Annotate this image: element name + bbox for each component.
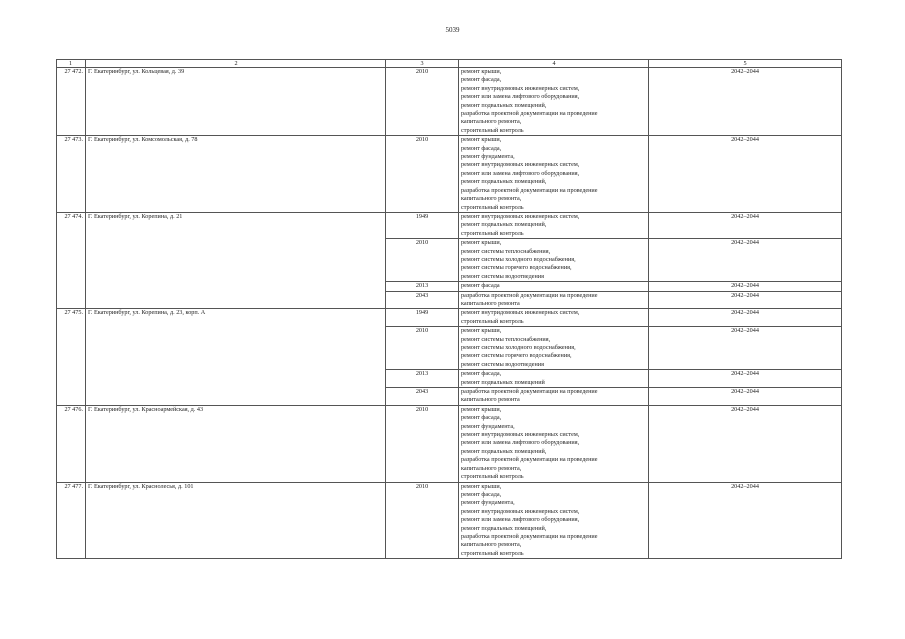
entry-address: Г. Екатеринбург, ул. Корепина, д. 21 [86, 212, 386, 308]
entry-number: 27 472. [57, 68, 86, 136]
entry-period: 2042–2044 [649, 405, 842, 482]
work-item: ремонт фундамента, [461, 499, 515, 507]
work-item: ремонт подвальных помещений, [461, 447, 547, 455]
work-item: ремонт системы водоотведения [461, 272, 544, 280]
work-item: ремонт внутридомовых инженерных систем, [461, 161, 580, 169]
work-item: строительный контроль [461, 203, 524, 211]
table-row [57, 482, 842, 559]
entry-address: Г. Екатеринбург, ул. Краснолесья, д. 101 [86, 482, 386, 559]
work-item: строительный контроль [461, 473, 524, 481]
work-item: капитального ремонта [461, 299, 520, 307]
column-header-3: 3 [386, 60, 459, 68]
page-number: 5039 [445, 26, 460, 34]
column-header-2: 2 [86, 60, 386, 68]
work-item: капитального ремонта, [461, 118, 522, 126]
work-item: ремонт или замена лифтового оборудования, [461, 439, 580, 447]
work-item: капитального ремонта, [461, 541, 522, 549]
work-item: капитального ремонта, [461, 464, 522, 472]
work-item: ремонт системы холодного водоснабжения, [461, 344, 576, 351]
work-item: ремонт фасада, [461, 144, 502, 152]
entry-works-list [459, 239, 649, 282]
column-header-1: 1 [57, 60, 86, 68]
work-item: ремонт системы водоотведения [461, 360, 544, 368]
work-item: ремонт или замена лифтового оборудования, [461, 169, 580, 177]
work-item: ремонт фасада, [461, 490, 502, 498]
entry-year: 2010 [386, 68, 459, 136]
table-row [57, 212, 842, 238]
entry-period: 2042–2044 [649, 309, 842, 327]
entry-works-list [459, 291, 649, 309]
entry-number: 27 477. [57, 482, 86, 559]
entry-works-list [459, 282, 649, 291]
work-item: ремонт внутридомовых инженерных систем, [461, 507, 580, 515]
table-body [57, 60, 842, 559]
work-item: строительный контроль [461, 126, 524, 134]
work-item: разработка проектной документации на проведение [461, 388, 598, 396]
work-item: ремонт фасада [461, 282, 500, 290]
entry-number: 27 476. [57, 405, 86, 482]
column-header-4: 4 [459, 60, 649, 68]
work-item: ремонт системы горячего водоснабжения, [461, 352, 572, 360]
work-item: ремонт подвальных помещений, [461, 524, 547, 532]
work-item: ремонт или замена лифтового оборудования, [461, 516, 580, 524]
work-item: ремонт внутридомовых инженерных систем, [461, 212, 580, 220]
work-item: ремонт системы теплоснабжения, [461, 247, 551, 255]
entry-works-list [459, 482, 649, 559]
work-item: ремонт крыши, [461, 68, 502, 75]
work-item: строительный контроль [461, 229, 524, 237]
entry-period: 2042–2044 [649, 327, 842, 370]
work-item: капитального ремонта [461, 396, 520, 404]
entry-works-list [459, 370, 649, 388]
work-item: ремонт крыши, [461, 327, 502, 335]
work-item: ремонт внутридомовых инженерных систем, [461, 431, 580, 439]
work-item: капитального ремонта, [461, 195, 522, 203]
repair-schedule-table [56, 59, 842, 559]
entry-number: 27 475. [57, 309, 86, 405]
entry-year: 2010 [386, 136, 459, 213]
work-item: строительный контроль [461, 317, 524, 325]
work-item: строительный контроль [461, 549, 524, 557]
entry-year: 2010 [386, 327, 459, 370]
work-item: ремонт подвальных помещений, [461, 101, 547, 109]
header-row [57, 60, 842, 68]
entry-period: 2042–2044 [649, 282, 842, 291]
work-item: ремонт крыши, [461, 405, 502, 413]
work-item: ремонт или замена лифтового оборудования, [461, 93, 580, 101]
work-item: ремонт системы холодного водоснабжения, [461, 255, 576, 263]
entry-period: 2042–2044 [649, 291, 842, 309]
entry-year: 2043 [386, 291, 459, 309]
entry-works-list [459, 136, 649, 213]
entry-works-list [459, 212, 649, 238]
entry-period: 2042–2044 [649, 239, 842, 282]
entry-year: 2013 [386, 370, 459, 388]
work-item: ремонт крыши, [461, 136, 502, 144]
entry-period: 2042–2044 [649, 388, 842, 406]
table-row [57, 68, 842, 136]
column-header-5: 5 [649, 60, 842, 68]
work-item: ремонт системы теплоснабжения, [461, 335, 551, 343]
entry-works-list [459, 405, 649, 482]
work-item: ремонт крыши, [461, 482, 502, 490]
work-item: ремонт внутридомовых инженерных систем, [461, 309, 580, 317]
table-row [57, 136, 842, 213]
entry-year: 1949 [386, 309, 459, 327]
entry-year: 2013 [386, 282, 459, 291]
work-item: ремонт системы горячего водоснабжения, [461, 264, 572, 272]
entry-year: 2043 [386, 388, 459, 406]
entry-period: 2042–2044 [649, 68, 842, 136]
entry-number: 27 473. [57, 136, 86, 213]
entry-address: Г. Екатеринбург, ул. Красноармейская, д. 43 [86, 405, 386, 482]
entry-period: 2042–2044 [649, 212, 842, 238]
entry-address: Г. Екатеринбург, ул. Кольцевая, д. 39 [86, 68, 386, 136]
entry-period: 2042–2044 [649, 370, 842, 388]
entry-year: 2010 [386, 482, 459, 559]
entry-works-list [459, 388, 649, 406]
entry-works-list [459, 327, 649, 370]
work-item: ремонт фундамента, [461, 422, 515, 430]
work-item: ремонт подвальных помещений, [461, 221, 547, 229]
work-item: ремонт фасада, [461, 370, 502, 378]
work-item: ремонт фундамента, [461, 153, 515, 161]
entry-address: Г. Екатеринбург, ул. Корепина, д. 23, корп. А [86, 309, 386, 405]
table-row [57, 405, 842, 482]
work-item: ремонт подвальных помещений [461, 378, 545, 386]
entry-period: 2042–2044 [649, 482, 842, 559]
work-item: разработка проектной документации на проведение [461, 532, 598, 540]
entry-year: 2010 [386, 239, 459, 282]
entry-number: 27 474. [57, 212, 86, 308]
work-item: ремонт крыши, [461, 239, 502, 247]
entry-works-list [459, 309, 649, 327]
work-item: ремонт подвальных помещений, [461, 178, 547, 186]
table-row [57, 309, 842, 327]
work-item: ремонт фасада, [461, 414, 502, 422]
work-item: разработка проектной документации на проведение [461, 186, 598, 194]
entry-address: Г. Екатеринбург, ул. Комсомольская, д. 78 [86, 136, 386, 213]
entry-year: 1949 [386, 212, 459, 238]
entry-year: 2010 [386, 405, 459, 482]
work-item: ремонт фасада, [461, 76, 502, 84]
work-item: ремонт внутридомовых инженерных систем, [461, 84, 580, 92]
entry-works-list [459, 68, 649, 136]
entry-period: 2042–2044 [649, 136, 842, 213]
work-item: разработка проектной документации на проведение [461, 291, 598, 299]
work-item: разработка проектной документации на проведение [461, 110, 598, 118]
work-item: разработка проектной документации на проведение [461, 456, 598, 464]
